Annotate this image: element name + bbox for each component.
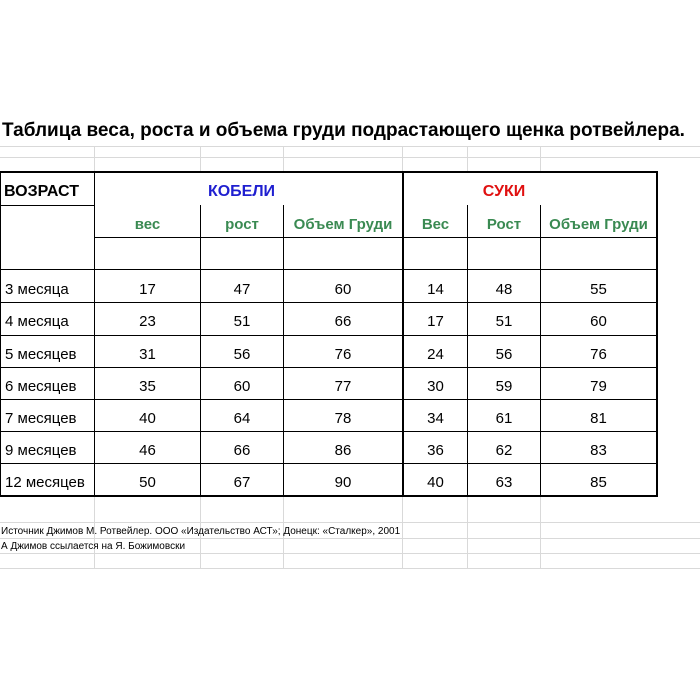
female-height-cell: 61 (495, 410, 513, 427)
male-weight-cell: 17 (139, 281, 156, 298)
reference-note: А Джимов ссылается на Я. Божимовски (1, 541, 186, 552)
female-height-cell: 63 (495, 474, 513, 491)
female-weight-header: Вес (421, 216, 450, 233)
age-cell: 6 месяцев (5, 378, 77, 395)
female-chest-cell: 85 (590, 474, 607, 491)
age-cell: 5 месяцев (5, 346, 77, 363)
age-cell: 3 месяца (5, 281, 69, 298)
age-cell: 4 месяца (5, 313, 69, 330)
male-weight-cell: 35 (139, 378, 156, 395)
male-chest-cell: 60 (334, 281, 352, 298)
female-height-header: Рост (486, 216, 522, 233)
male-chest-cell: 77 (334, 378, 352, 395)
female-weight-cell: 34 (427, 410, 444, 427)
male-height-cell: 67 (233, 474, 251, 491)
male-chest-header: Объем Груди (293, 216, 393, 233)
male-height-cell: 56 (233, 346, 251, 363)
male-height-cell: 51 (233, 313, 251, 330)
male-chest-cell: 78 (334, 410, 352, 427)
female-chest-cell: 76 (590, 346, 607, 363)
male-chest-cell: 76 (334, 346, 352, 363)
female-weight-cell: 36 (427, 442, 444, 459)
male-weight-cell: 23 (139, 313, 156, 330)
age-cell: 9 месяцев (5, 442, 77, 459)
female-weight-cell: 14 (427, 281, 444, 298)
female-chest-cell: 60 (590, 313, 607, 330)
female-chest-header: Объем Груди (549, 216, 648, 233)
male-height-cell: 60 (233, 378, 251, 395)
female-weight-cell: 17 (427, 313, 444, 330)
male-chest-cell: 86 (334, 442, 352, 459)
female-height-cell: 56 (495, 346, 513, 363)
male-chest-cell: 66 (334, 313, 352, 330)
male-weight-cell: 50 (139, 474, 156, 491)
female-height-cell: 51 (495, 313, 513, 330)
females-header: СУКИ (482, 183, 526, 200)
male-weight-header: вес (134, 216, 161, 233)
male-height-cell: 66 (233, 442, 251, 459)
male-height-header: рост (225, 216, 259, 233)
male-weight-cell: 40 (139, 410, 156, 427)
female-weight-cell: 30 (427, 378, 444, 395)
male-chest-cell: 90 (334, 474, 352, 491)
males-header: КОБЕЛИ (207, 183, 276, 200)
source-note: Источник Джимов М. Ротвейлер. ООО «Издательство АСТ»; Донецк: «Сталкер», 2001 (1, 526, 401, 537)
female-chest-cell: 55 (590, 281, 607, 298)
male-weight-cell: 46 (139, 442, 156, 459)
table-title: Таблица веса, роста и объема груди подрастающего щенка ротвейлера. (2, 120, 685, 141)
female-chest-cell: 81 (590, 410, 607, 427)
male-height-cell: 64 (233, 410, 251, 427)
female-weight-cell: 24 (427, 346, 444, 363)
age-cell: 7 месяцев (5, 410, 77, 427)
female-height-cell: 62 (495, 442, 513, 459)
female-weight-cell: 40 (427, 474, 444, 491)
male-height-cell: 47 (233, 281, 251, 298)
age-header: ВОЗРАСТ (4, 183, 79, 200)
female-height-cell: 59 (495, 378, 513, 395)
age-cell: 12 месяцев (5, 474, 85, 491)
female-height-cell: 48 (495, 281, 513, 298)
male-weight-cell: 31 (139, 346, 156, 363)
female-chest-cell: 83 (590, 442, 607, 459)
female-chest-cell: 79 (590, 378, 607, 395)
